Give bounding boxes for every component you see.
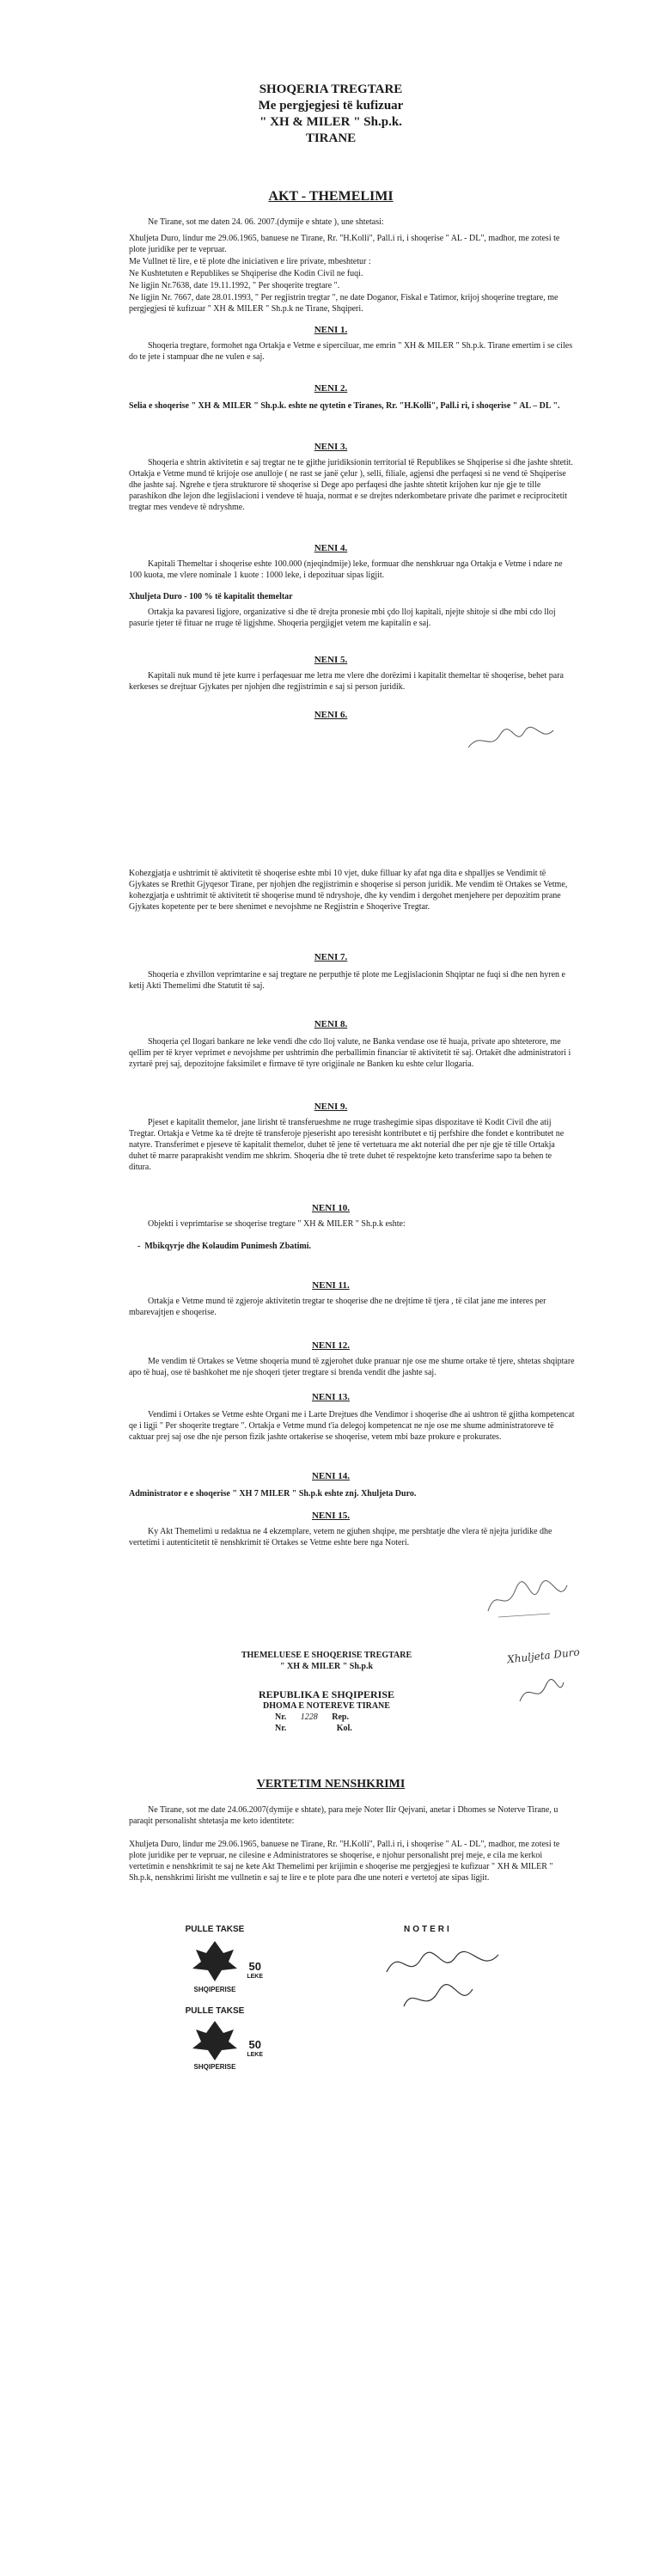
verification-title: VERTETIM NENSHKRIMI xyxy=(256,1778,406,1791)
tax-stamp-2 xyxy=(163,2006,266,2071)
tax-stamp-1-country: SHQIPERISE xyxy=(193,1986,236,1993)
article-7-heading: NENI 7. xyxy=(314,952,348,962)
intro-person: Xhuljeta Duro, lindur me 29.06.1965, banuese ne Tirane, Rr. "H.Kolli", Pall.i ri, i shoqerise " AL - DL", madhor, me zotesi te plote juridike per te vepruar. xyxy=(129,234,560,254)
article-15-text: Ky Akt Themelimi u redaktua ne 4 ekzemplare, vetem ne gjuhen shqipe, me pershtatje dhe vlera të njejta juridike dhe vertetimi i autenticitetit të nenshkrimit të Ortakes se Vetme eshte bere nga Noteri. xyxy=(129,1527,552,1547)
company-type: SHOQERIA TREGTARE xyxy=(259,82,403,96)
chamber-label: DHOMA E NOTEREVE TIRANE xyxy=(263,1701,390,1711)
article-13-text: Vendimi i Ortakes se Vetme eshte Organi me i Larte Drejtues dhe Vendimor i shoqerise dhe ai ushtron të gjitha kompetencat qe i ligji " Per shoqerite tregtare ". Ortakja e Vetme mund t'ia delegoj kompetencat ne nje ose me shume administratoreve të caktuar prej saj ose dhe nje person fizik jashte ortakerise se shoqerise, vetem mbi baze prokure e prokurates. xyxy=(129,1410,575,1442)
company-city: TIRANE xyxy=(305,131,357,145)
founder-line-1: THEMELUESE E SHOQERISE TREGTARE xyxy=(241,1651,412,1660)
article-5-text: Kapitali nuk mund të jete kurre i perfaqesuar me letra me vlere dhe dorëzimi i kapitalit themeltar të shoqerise, behet para kerkeses se drejtuar Gjykates per njohjen dhe regjistrimin e saj si person juridik. xyxy=(129,671,564,692)
article-12-heading: NENI 12. xyxy=(311,1340,350,1351)
article-7-text: Shoqeria e zhvillon veprimtarine e saj tregtare ne perputhje të plote me Legjislacionin Shqiptar ne fuqi si dhe nen hyren e ketij Akti Themelimi dhe Statutit të saj. xyxy=(129,970,565,991)
article-13-heading: NENI 13. xyxy=(311,1392,350,1402)
article-1-heading: NENI 1. xyxy=(314,325,348,335)
bullet-icon: - xyxy=(137,1242,145,1251)
article-1-text: Shoqeria tregtare, formohet nga Ortakja e Vetme e siperciluar, me emrin " XH & MILER " Sh.p.k. Tirane emertim i se ciles do te jete i stampuar dhe ne vulen e saj. xyxy=(129,341,573,362)
notary-nr-line-2 xyxy=(198,1723,455,1734)
tax-stamp-1-label: PULLE TAKSE xyxy=(185,1925,245,1934)
article-4-text: Kapitali Themeltar i shoqerise eshte 100.000 (njeqindmije) leke, formuar dhe nenshkruar nga Ortakja e Vetme i ndare ne 100 kuota, me vlere nominale 1 kuote : 1000 leke, i depozituar sipas ligjit. xyxy=(129,559,563,580)
article-14-heading: NENI 14. xyxy=(311,1471,350,1481)
article-10-text: Objekti i veprimtarise se shoqerise tregtare " XH & MILER " Sh.p.k eshte: xyxy=(148,1219,406,1229)
company-name: " XH & MILER " Sh.p.k. xyxy=(259,115,402,129)
article-4-founder-share: Xhuljeta Duro - 100 % të kapitalit themeltar xyxy=(129,592,293,601)
founder-handwritten-signature: Xhuljeta Duro xyxy=(506,1645,581,1666)
tax-stamp-2-amount: 50 xyxy=(248,2038,261,2051)
notary-chamber-block xyxy=(198,1689,455,1734)
article-10-heading: NENI 10. xyxy=(311,1203,350,1213)
article-11-text: Ortakja e Vetme mund të zgjeroje aktivitetin tregtar te shoqerise dhe ne drejtime të tjera , të cilat jane me interes per mbarevajtjen e shoqerise. xyxy=(129,1297,546,1317)
signature-scribble-2 xyxy=(481,1572,576,1624)
tax-stamp-2-currency: LEKE xyxy=(247,2052,263,2058)
liability-type: Me pergjegjesi të kufizuar xyxy=(258,99,404,113)
tax-stamp-2-country: SHQIPERISE xyxy=(193,2063,236,2071)
founder-line-2: " XH & MILER " Sh.p.k xyxy=(279,1662,374,1671)
article-3-heading: NENI 3. xyxy=(314,442,348,452)
article-6-heading: NENI 6. xyxy=(314,710,348,720)
article-4-heading: NENI 4. xyxy=(314,543,348,553)
article-2-heading: NENI 2. xyxy=(314,383,348,394)
intro-will: Me Vullnet të lire, e të plote dhe iniciativen e lire private, mbeshtetur : xyxy=(129,257,371,266)
verification-para-1: Ne Tirane, sot me date 24.06.2007(dymije e shtate), para meje Noter Ilir Qejvani, anetar i Dhomes se Noterve Tirane, u paraqit personalisht shtetasja me keto identitete: xyxy=(129,1805,558,1826)
intro-law-2: Ne ligjin Nr.7638, date 19.11.1992, " Per shoqerite tregtare ". xyxy=(129,281,340,290)
republic-label: REPUBLIKA E SHQIPERISE xyxy=(258,1688,395,1700)
intro-law-3: Ne ligjin Nr. 7667, date 28.01.1993, " Per regjistrin tregtar ", ne date Doganor, Fiskal e Tatimor, krijoj shoqerine tregtare, me pergjegjesi të kufizuar " XH & MILER " Sh.p.k ne Tirane, Shqiperi. xyxy=(129,293,558,314)
article-3-text: Shoqeria e shtrin aktivitetin e saj tregtar ne te gjithe juridiksionin territorial të Republikes se Shqiperise si dhe jashte shtetit. Ortakja e Vetme mund të krijoje ose anulloje ( ne rast se janë çelur ), selli, filiale, agjensi dhe perfaqesi si ne vend të Shqiperise dhe jashte saj. Ngrehe e tjera strukturore të shoqerise si Dege apo perfaqesi dhe jashte shtetit krijohen kur nje gje te tille parashikon dhe lejon dhe legjislacioni i vendeve të huaja, normat e se drejtes nderkombetare private dhe parimet e reciprocitetit tregtar mes vendeve të ndryshme. xyxy=(129,458,573,512)
article-12-text: Me vendim të Ortakes se Vetme shoqeria mund të zgjerohet duke pranuar nje ose me shume ortake të tjere, shtetas shqiptare apo të huaj, ose të bashkohet me nje shoqeri tjeter tregtare si brenda vendit dhe jashte saj. xyxy=(129,1357,575,1377)
article-10-activity xyxy=(137,1241,584,1252)
article-8-heading: NENI 8. xyxy=(314,1019,348,1029)
tax-stamp-2-label: PULLE TAKSE xyxy=(185,2006,245,2016)
document-title: AKT - THEMELIMI xyxy=(268,189,394,204)
article-9-text: Pjeset e kapitalit themelor, jane lirisht të transferueshme ne rruge trashegimie sipas dispozitave të Kodit Civil dhe atij Tregtar. Ortakja e Vetme ka të drejte të transferoje pjeserisht apo teresisht kontributet e tij perfshire dhe fondet e kontributet ne natyre. Transferimet e pjeseve të kapitalit themelor, duhet të jene të vertetuara me akt noterial dhe per nje gje të tille Ortakja duhet të marre paraprakisht vendim me shkrim. Shoqeria dhe të trete duhet të respektojne keto transferime sapo ta behen te ditura. xyxy=(129,1118,565,1172)
nr2-label: Nr. xyxy=(275,1724,287,1733)
article-2-text: Selia e shoqerise " XH & MILER " Sh.p.k. eshte ne qytetin e Tiranes, Rr. "H.Kolli", Pall.i ri, i shoqerise " AL – DL ". xyxy=(129,401,560,411)
verification-para-2: Xhuljeta Duro, lindur me 29.06.1965, banuese ne Tirane, Rr. "H.Kolli", Pall.i ri, i shoqerise " AL - DL", madhor, me zotesi te plote juridike per te vepruar, ne cilesine e Administratores se shoqerise, e njohur personalisht prej meje, e cila me kerkoi vertetimin e nenshkrimit te saj ne kete Akt Themelimi per krijimin e shoqerise me pergjegjesi te kufizuar " XH & MILER " Sh.p.k, nenshkrimi lirisht me vullnetin e saj te lire e te plote para dhe une noteri e vertetoj ate sipas ligjit. xyxy=(129,1840,560,1883)
document-header xyxy=(172,82,490,147)
tax-stamp-1 xyxy=(163,1925,266,1993)
article-11-heading: NENI 11. xyxy=(312,1280,350,1291)
article-4-autonomy: Ortakja ka pavaresi ligjore, organizative si dhe të drejta pronesie mbi çdo lloj kapitali, njejte shitoje si dhe mbi cdo lloj pasurie tjeter të fituar ne rruge të ligjshme. Shoqeria pergjigjet vetem me kapitalin e saj. xyxy=(129,607,556,628)
article-15-heading: NENI 15. xyxy=(311,1511,350,1521)
intro-section xyxy=(129,217,576,315)
founder-block xyxy=(198,1650,455,1672)
rep-label: Rep. xyxy=(332,1712,349,1722)
article-5-heading: NENI 5. xyxy=(314,655,348,665)
notary-signature xyxy=(378,1942,516,2019)
article-14-text: Administrator e e shoqerise " XH 7 MILER " Sh.p.k eshte znj. Xhuljeta Duro. xyxy=(129,1489,417,1499)
article-6-text: Kohezgjatja e ushtrimit të aktivitetit të shoqerise eshte mbi 10 vjet, duke filluar ky afat nga dita e shpalljes se Vendimit të Gjykates se Rrethit Gjyqesor Tirane, per njohjen dhe regjistrimin e shoqerise si person juridik. Me vendim të Ortakes se Vetme, kohezgjatja e ushtrimit të aktivitetit të shoqerise mund të ndryshoje, dhe ky vendim i dergohet menjehere per depozitim prane Gjykates kopetente per te bere shenimet e nevojshme ne Regjistrin e Shoqerive Tregtar. xyxy=(129,869,568,912)
signature-scribble-1 xyxy=(464,722,558,756)
kol-label: Kol. xyxy=(336,1724,352,1733)
article-10-activity-text: Mbikqyrje dhe Kolaudim Punimesh Zbatimi. xyxy=(144,1242,311,1251)
article-8-text: Shoqeria çel llogari bankare ne leke vendi dhe cdo lloj valute, ne Banka vendase ose të huaja, private apo shteterore, me qellim per të kryer veprimet e nevojshme per ushtrimin dhe perballimin financiar të aktivitetit të saj. Ortakët dhe administratori i zyrtarë prej saj, depozitojne faksimilet e firmave të tyre origjinale ne Banken ku eshte celur llogaria. xyxy=(129,1037,571,1069)
intro-date-line: Ne Tirane, sot me daten 24. 06. 2007.(dymije e shtate ), une shtetasi: xyxy=(148,217,384,227)
notary-label: NOTERI xyxy=(404,1925,452,1934)
notary-nr-line-1 xyxy=(198,1712,455,1723)
nr-value: 1228 xyxy=(300,1712,318,1722)
signature-scribble-3 xyxy=(516,1676,567,1710)
tax-stamp-1-amount: 50 xyxy=(248,1960,261,1973)
article-9-heading: NENI 9. xyxy=(314,1102,348,1112)
intro-law-1: Ne Kushtetuten e Republikes se Shqiperise dhe Kodin Civil ne fuqi. xyxy=(129,269,363,278)
nr-label: Nr. xyxy=(275,1712,287,1722)
tax-stamp-1-currency: LEKE xyxy=(247,1974,263,1980)
